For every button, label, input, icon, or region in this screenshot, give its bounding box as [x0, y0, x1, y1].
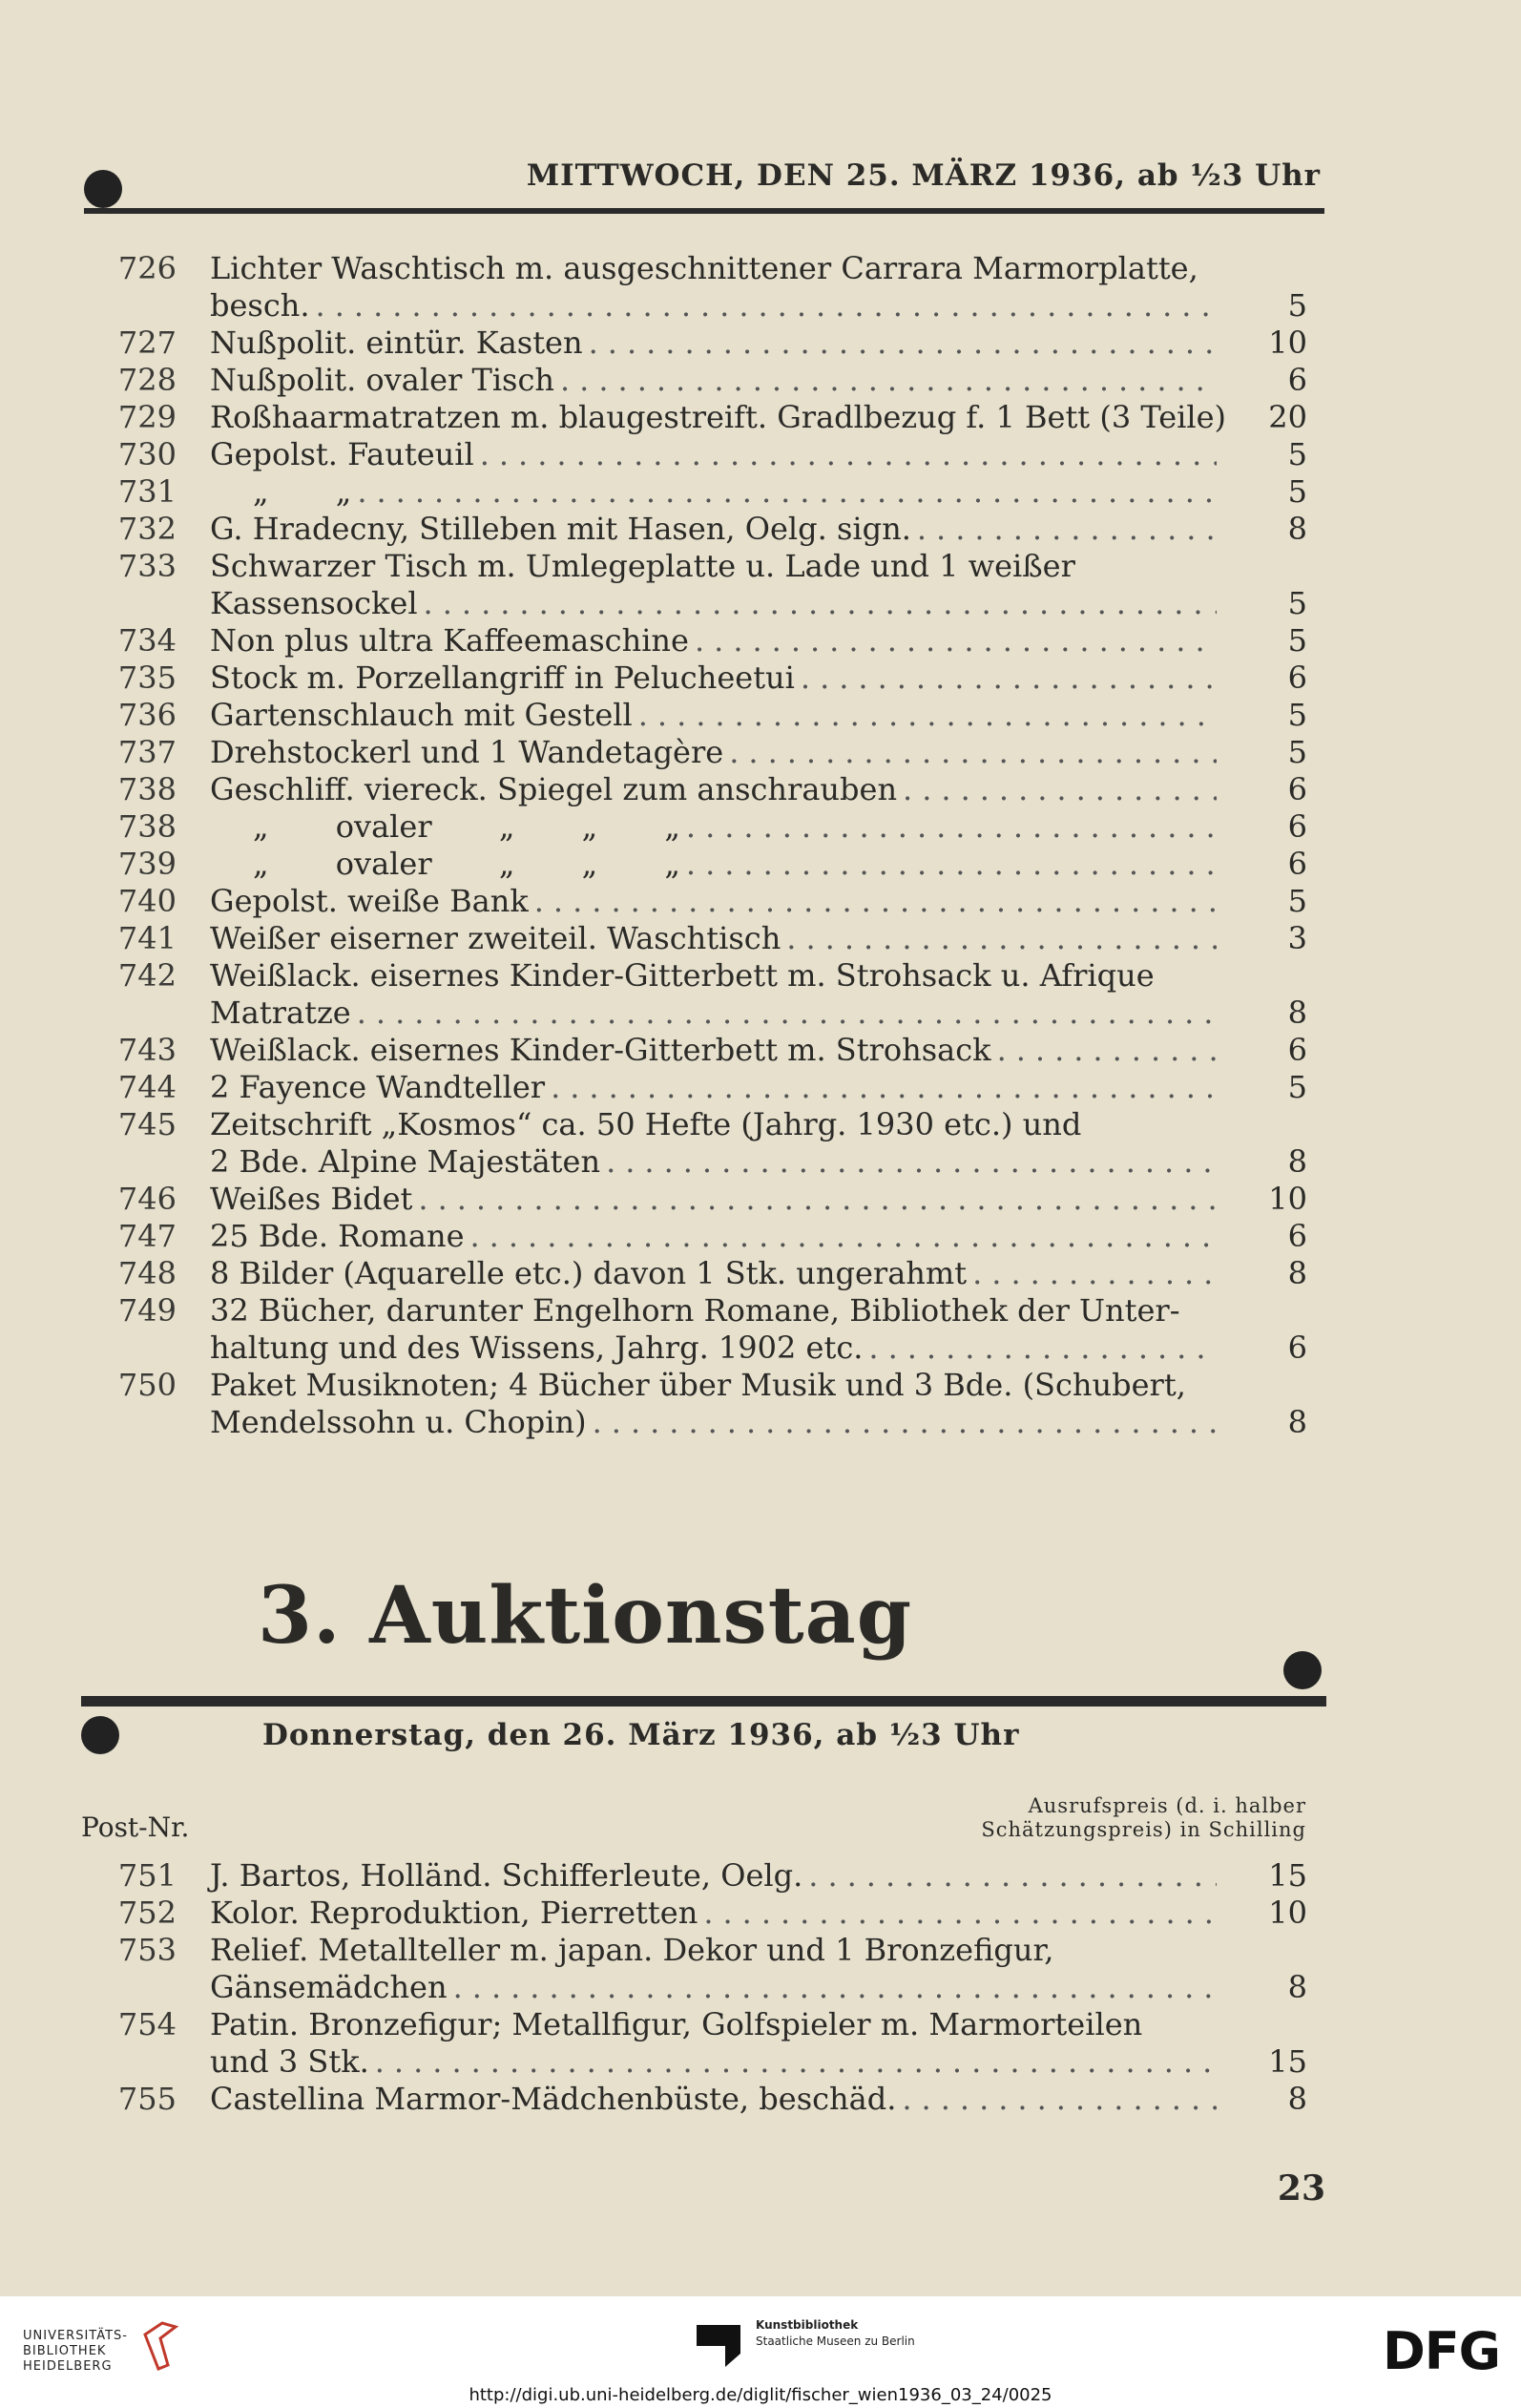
- lot-price: 8: [1287, 511, 1307, 547]
- lot-description: [177, 771, 1217, 808]
- lot-description-line: Gänsemädchen: [210, 1969, 448, 2005]
- lot-row: [86, 436, 1326, 473]
- lot-description: [177, 660, 1217, 697]
- lot-row: [86, 1292, 1326, 1367]
- lot-row: [86, 660, 1326, 697]
- leader-dots: [729, 734, 1217, 771]
- lot-description: [177, 2006, 1217, 2081]
- lot-description: [177, 697, 1217, 734]
- lot-number: 727: [117, 325, 177, 361]
- lot-description-line: Patin. Bronzefigur; Metallfigur, Golfspieler m. Marmorteilen: [210, 2006, 1143, 2042]
- lot-price: 8: [1287, 2081, 1307, 2117]
- lot-row: [86, 1032, 1326, 1069]
- lot-row: [86, 957, 1326, 1032]
- lot-price: 15: [1268, 1857, 1307, 1894]
- lot-description-line: Weißer eiserner zweiteil. Waschtisch: [210, 920, 781, 956]
- lot-description-line: besch.: [210, 287, 310, 324]
- lot-description-line: Roßhaarmatratzen m. blaugestreift. Gradlbezug f. 1 Bett (3 Teile): [210, 399, 1227, 435]
- leader-dots: [868, 1330, 1217, 1367]
- lot-description: [177, 920, 1217, 957]
- column-header-post-nr: Post-Nr.: [81, 1811, 190, 1843]
- leader-dots: [357, 995, 1217, 1032]
- lot-description-line: Non plus ultra Kaffeemaschine: [210, 622, 689, 659]
- lot-description-line: 32 Bücher, darunter Engelhorn Romane, Bibliothek der Unter-: [210, 1292, 1180, 1329]
- lot-description-line: Weißes Bidet: [210, 1181, 413, 1217]
- lot-description-line: Gartenschlauch mit Gestell: [210, 697, 633, 733]
- lot-number: 746: [117, 1181, 177, 1217]
- lot-number: 743: [117, 1032, 177, 1068]
- lot-description: [177, 1895, 1217, 1932]
- lot-row: [86, 2081, 1326, 2118]
- lot-number: 751: [117, 1857, 177, 1894]
- lot-description: [177, 325, 1217, 362]
- lot-row: [86, 473, 1326, 511]
- lot-price: 6: [1287, 1330, 1307, 1366]
- lot-description-line: G. Hradecny, Stilleben mit Hasen, Oelg. sign.: [210, 511, 911, 547]
- section-rule: [81, 1696, 1326, 1707]
- leader-dots: [686, 846, 1217, 883]
- section-subtitle: Donnerstag, den 26. März 1936, ab ½3 Uhr: [262, 1718, 1020, 1752]
- lot-price: 10: [1268, 1895, 1307, 1931]
- lot-description: [177, 846, 1217, 883]
- lot-description-line: „ „: [253, 473, 352, 510]
- leader-dots: [903, 771, 1217, 808]
- lot-number: 745: [117, 1106, 177, 1142]
- lot-price: 5: [1287, 436, 1307, 472]
- lot-number: 742: [117, 957, 177, 994]
- lot-row: [86, 771, 1326, 808]
- lot-row: [86, 846, 1326, 883]
- footer-bar: [0, 2296, 1521, 2408]
- lot-description: [177, 957, 1217, 1032]
- leader-dots: [589, 325, 1217, 362]
- lot-price: 8: [1287, 1255, 1307, 1291]
- source-url[interactable]: http://digi.ub.uni-heidelberg.de/diglit/fischer_wien1936_03_24/0025: [469, 2385, 1052, 2405]
- lot-number: 739: [117, 846, 177, 882]
- lot-number: 747: [117, 1218, 177, 1254]
- lot-description-line: Kolor. Reproduktion, Pierretten: [210, 1895, 698, 1931]
- lot-row: [86, 399, 1326, 436]
- header-title: MITTWOCH, DEN 25. MÄRZ 1936, ab ½3 Uhr: [526, 158, 1321, 193]
- lot-row: [86, 734, 1326, 771]
- lot-price: 6: [1287, 771, 1307, 807]
- header-bullet: [84, 170, 122, 208]
- lot-number: 732: [117, 511, 177, 547]
- lot-price: 6: [1287, 660, 1307, 696]
- lot-price: 3: [1287, 920, 1307, 956]
- lot-number: 738: [117, 808, 177, 845]
- lot-row: [86, 622, 1326, 660]
- lot-description: [177, 734, 1217, 771]
- lot-number: 753: [117, 1932, 177, 1968]
- lot-number: 728: [117, 362, 177, 398]
- section-sub-bullet: [81, 1716, 119, 1754]
- leader-dots: [470, 1218, 1218, 1255]
- column-header-price: [867, 1794, 1306, 1842]
- lot-number: 733: [117, 548, 177, 584]
- lot-row: [86, 1857, 1326, 1895]
- lot-description-line: Mendelssohn u. Chopin): [210, 1404, 587, 1440]
- lot-description-line: Lichter Waschtisch m. ausgeschnittener Carrara Marmorplatte,: [210, 250, 1198, 286]
- lot-number: 729: [117, 399, 177, 435]
- lot-price: 10: [1268, 325, 1307, 361]
- lot-description: [177, 1032, 1217, 1069]
- lot-price: 8: [1287, 1404, 1307, 1440]
- lot-row: [86, 1367, 1326, 1441]
- lot-number: 735: [117, 660, 177, 696]
- leader-dots: [593, 1404, 1217, 1441]
- page-number: 23: [1277, 2168, 1325, 2209]
- lot-description: [177, 511, 1217, 548]
- lot-description: [177, 1255, 1217, 1292]
- lot-description-line: und 3 Stk.: [210, 2043, 369, 2080]
- leader-dots: [686, 808, 1217, 846]
- leader-dots: [638, 697, 1217, 734]
- leader-dots: [902, 2081, 1217, 2118]
- leader-dots: [316, 287, 1217, 325]
- lot-description: [177, 436, 1217, 473]
- lot-price: 20: [1268, 399, 1307, 435]
- lot-list-day2: [86, 250, 1326, 1441]
- lot-description-line: „ ovaler „ „ „: [253, 846, 680, 882]
- leader-dots: [997, 1032, 1217, 1069]
- lot-description-line: 2 Fayence Wandteller: [210, 1069, 546, 1105]
- leader-dots: [424, 585, 1217, 622]
- lot-description-line: Nußpolit. eintür. Kasten: [210, 325, 583, 361]
- lot-description-line: Geschliff. viereck. Spiegel zum anschrauben: [210, 771, 898, 807]
- lot-price: 5: [1287, 697, 1307, 733]
- lot-number: 726: [117, 250, 177, 286]
- lot-list-day3: [86, 1857, 1326, 2118]
- lot-number: 749: [117, 1292, 177, 1329]
- lot-number: 737: [117, 734, 177, 770]
- leader-dots: [801, 660, 1217, 697]
- leader-dots: [695, 622, 1217, 660]
- lot-row: [86, 2006, 1326, 2081]
- leader-dots: [418, 1181, 1217, 1218]
- lot-row: [86, 362, 1326, 399]
- lot-row: [86, 920, 1326, 957]
- lot-description-line: Stock m. Porzellangriff in Pelucheetui: [210, 660, 795, 696]
- lot-description-line: Matratze: [210, 995, 351, 1031]
- lot-row: [86, 1181, 1326, 1218]
- lot-description-line: „ ovaler „ „ „: [253, 808, 680, 845]
- lot-number: 754: [117, 2006, 177, 2042]
- lot-row: [86, 1255, 1326, 1292]
- lot-row: [86, 1069, 1326, 1106]
- lot-number: 744: [117, 1069, 177, 1105]
- lot-price: 6: [1287, 362, 1307, 398]
- lot-number: 731: [117, 473, 177, 510]
- lot-description: [177, 622, 1217, 660]
- lot-price: 6: [1287, 808, 1307, 845]
- lot-price: 6: [1287, 1032, 1307, 1068]
- leader-dots: [808, 1857, 1217, 1895]
- lot-row: [86, 808, 1326, 846]
- leader-dots: [480, 436, 1217, 473]
- kunstbibliothek-logo-icon: [697, 2325, 744, 2367]
- lot-description-line: Zeitschrift „Kosmos“ ca. 50 Hefte (Jahrg. 1930 etc.) und: [210, 1106, 1082, 1142]
- lot-number: 740: [117, 883, 177, 919]
- lot-description-line: Nußpolit. ovaler Tisch: [210, 362, 554, 398]
- lot-price: 5: [1287, 883, 1307, 919]
- lot-description-line: Drehstockerl und 1 Wandetagère: [210, 734, 724, 770]
- lot-price: 5: [1287, 1069, 1307, 1105]
- lot-price: 6: [1287, 846, 1307, 882]
- lot-price: 15: [1268, 2043, 1307, 2080]
- lot-description: [177, 399, 1227, 436]
- lot-row: [86, 1932, 1326, 2006]
- lot-row: [86, 883, 1326, 920]
- lot-description: [177, 250, 1217, 325]
- library-logo-icon: [141, 2315, 179, 2373]
- lot-description-line: Paket Musiknoten; 4 Bücher über Musik und 3 Bde. (Schubert,: [210, 1367, 1186, 1403]
- lot-row: [86, 511, 1326, 548]
- lot-number: 750: [117, 1367, 177, 1403]
- lot-description-line: Weißlack. eisernes Kinder-Gitterbett m. Strohsack u. Afrique: [210, 957, 1155, 994]
- lot-description-line: Relief. Metallteller m. japan. Dekor und 1 Bronzefigur,: [210, 1932, 1054, 1968]
- lot-price: 8: [1287, 1143, 1307, 1180]
- lot-description: [177, 1367, 1217, 1441]
- lot-row: [86, 697, 1326, 734]
- lot-description: [177, 548, 1217, 622]
- lot-row: [86, 325, 1326, 362]
- lot-description-line: 8 Bilder (Aquarelle etc.) davon 1 Stk. ungerahmt: [210, 1255, 968, 1291]
- lot-row: [86, 1218, 1326, 1255]
- lot-description: [177, 808, 1217, 846]
- lot-description: [177, 1069, 1217, 1106]
- leader-dots: [534, 883, 1217, 920]
- header-rule: [84, 208, 1324, 214]
- leader-dots: [917, 511, 1217, 548]
- lot-number: 734: [117, 622, 177, 659]
- section-title-bullet: [1283, 1651, 1322, 1689]
- dfg-logo[interactable]: DFG: [1382, 2321, 1500, 2381]
- lot-description-line: 25 Bde. Romane: [210, 1218, 465, 1254]
- lot-description: [177, 1932, 1217, 2006]
- lot-row: [86, 548, 1326, 622]
- lot-price: 5: [1287, 473, 1307, 510]
- lot-description: [177, 1857, 1217, 1895]
- lot-description-line: haltung und des Wissens, Jahrg. 1902 etc.: [210, 1330, 864, 1366]
- leader-dots: [703, 1895, 1217, 1932]
- lot-number: 752: [117, 1895, 177, 1931]
- lot-number: 741: [117, 920, 177, 956]
- lot-number: 736: [117, 697, 177, 733]
- leader-dots: [551, 1069, 1217, 1106]
- lot-description-line: Schwarzer Tisch m. Umlegeplatte u. Lade und 1 weißer: [210, 548, 1075, 584]
- lot-price: 10: [1268, 1181, 1307, 1217]
- lot-row: [86, 250, 1326, 325]
- section-title: 3. Auktionstag: [258, 1570, 913, 1662]
- leader-dots: [786, 920, 1217, 957]
- lot-description: [177, 2081, 1217, 2118]
- lot-description: [177, 1292, 1217, 1367]
- lot-description: [177, 1218, 1217, 1255]
- lot-description-line: Weißlack. eisernes Kinder-Gitterbett m. Strohsack: [210, 1032, 991, 1068]
- library-logo-text[interactable]: UNIVERSITÄTS- BIBLIOTHEK HEIDELBERG: [23, 2329, 128, 2374]
- lot-price: 8: [1287, 995, 1307, 1031]
- lot-description: [177, 473, 1217, 511]
- column-header-price-line-1: Ausrufspreis (d. i. halber: [1028, 1794, 1306, 1817]
- lot-description: [177, 1181, 1217, 1218]
- leader-dots: [972, 1255, 1217, 1292]
- lot-description: [177, 362, 1217, 399]
- lot-description-line: J. Bartos, Holländ. Schifferleute, Oelg.: [210, 1857, 803, 1894]
- leader-dots: [357, 473, 1217, 511]
- lot-number: 738: [117, 771, 177, 807]
- lot-description: [177, 1106, 1217, 1181]
- lot-number: 748: [117, 1255, 177, 1291]
- lot-description-line: Kassensockel: [210, 585, 418, 621]
- lot-row: [86, 1106, 1326, 1181]
- kunstbibliothek-logo-text[interactable]: Kunstbibliothek Staatliche Museen zu Berlin: [756, 2318, 915, 2348]
- lot-description: [177, 883, 1217, 920]
- lot-description-line: Gepolst. Fauteuil: [210, 436, 474, 472]
- lot-price: 6: [1287, 1218, 1307, 1254]
- lot-price: 5: [1287, 287, 1307, 324]
- leader-dots: [560, 362, 1217, 399]
- lot-price: 5: [1287, 585, 1307, 621]
- lot-number: 755: [117, 2081, 177, 2117]
- lot-price: 5: [1287, 734, 1307, 770]
- leader-dots: [606, 1143, 1217, 1181]
- lot-row: [86, 1895, 1326, 1932]
- lot-number: 730: [117, 436, 177, 472]
- lot-description-line: 2 Bde. Alpine Majestäten: [210, 1143, 601, 1180]
- leader-dots: [453, 1969, 1217, 2006]
- lot-price: 5: [1287, 622, 1307, 659]
- lot-description-line: Castellina Marmor-Mädchenbüste, beschäd.: [210, 2081, 897, 2117]
- leader-dots: [375, 2043, 1217, 2081]
- lot-description-line: Gepolst. weiße Bank: [210, 883, 529, 919]
- lot-price: 8: [1287, 1969, 1307, 2005]
- column-header-price-line-2: Schätzungspreis) in Schilling: [981, 1818, 1306, 1841]
